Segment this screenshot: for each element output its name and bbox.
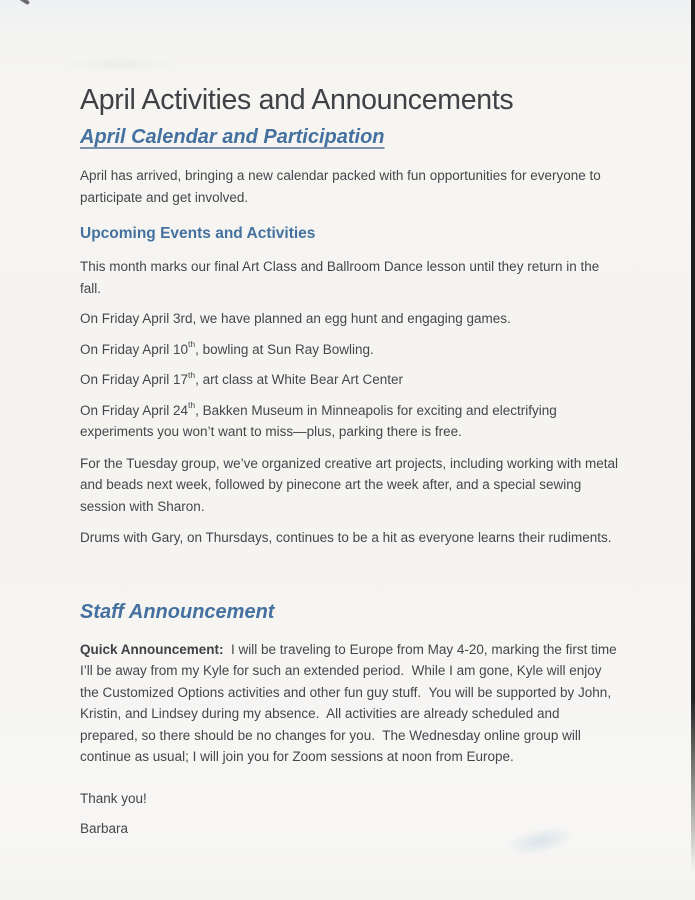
section-heading-upcoming-events: Upcoming Events and Activities: [80, 225, 316, 242]
section-heading-staff-announcement: Staff Announcement: [80, 600, 275, 623]
event-paragraph-april-3: [80, 308, 621, 330]
event-text: Drums with Gary, on Thursdays, continues to be a hit as everyone learns their rudiments.: [80, 530, 612, 545]
staff-announcement-body: I will be traveling to Europe from May 4-20, marking the first time I’ll be away from my Kyle for such an extended period. While I am gone, Kyle will enjoy the Customized Options activities and other fun guy stuff. You will be supported by John, Kristin, and Lindsey during my absence. All activities are already scheduled and prepared, so there should be no changes for you. The Wednesday online group will continue as usual; I will join you for Zoom sessions at noon from Europe.: [80, 641, 621, 764]
event-text: , Bakken Museum in Minneapolis for exciting and electrifying experiments you won’t want to miss—plus, parking there is free.: [80, 402, 561, 439]
event-text: On Friday April 10: [80, 341, 189, 357]
event-text: On Friday April 3rd, we have planned an egg hunt and engaging games.: [80, 311, 511, 326]
ordinal-superscript: th: [188, 400, 196, 410]
event-text: , art class at White Bear Art Center: [195, 372, 403, 387]
intro-paragraph: April has arrived, bringing a new calendar packed with fun opportunities for everyone to participate and get involved.: [80, 168, 605, 205]
event-paragraph-april-24: [80, 400, 621, 443]
document-title: April Activities and Announcements: [80, 84, 514, 116]
event-paragraph-tuesday-group: [80, 453, 621, 518]
event-text: This month marks our final Art Class and Ballroom Dance lesson until they return in the fall.: [80, 259, 604, 296]
staff-announcement-lead: Quick Announcement:: [80, 641, 224, 657]
event-text: For the Tuesday group, we’ve organized creative art projects, including working with metal and beads next week, followed by pinecone art the week after, and a special sewing session with Sharon.: [80, 455, 622, 514]
event-paragraph-april-17: [80, 369, 621, 391]
ordinal-superscript: th: [188, 339, 196, 349]
event-text: , bowling at Sun Ray Bowling.: [195, 341, 374, 357]
event-paragraph-final-classes: [80, 256, 621, 299]
thanks-line: Thank you!: [80, 790, 147, 806]
event-paragraph-drums: [80, 527, 621, 549]
event-paragraph-april-10: [80, 339, 621, 361]
staff-announcement-paragraph: [80, 639, 621, 768]
event-text: On Friday April 17: [80, 372, 189, 387]
signature-line: Barbara: [80, 821, 129, 836]
section-heading-april-calendar: April Calendar and Participation: [80, 126, 385, 148]
event-text: On Friday April 24: [80, 402, 189, 418]
ordinal-superscript: th: [188, 369, 196, 380]
